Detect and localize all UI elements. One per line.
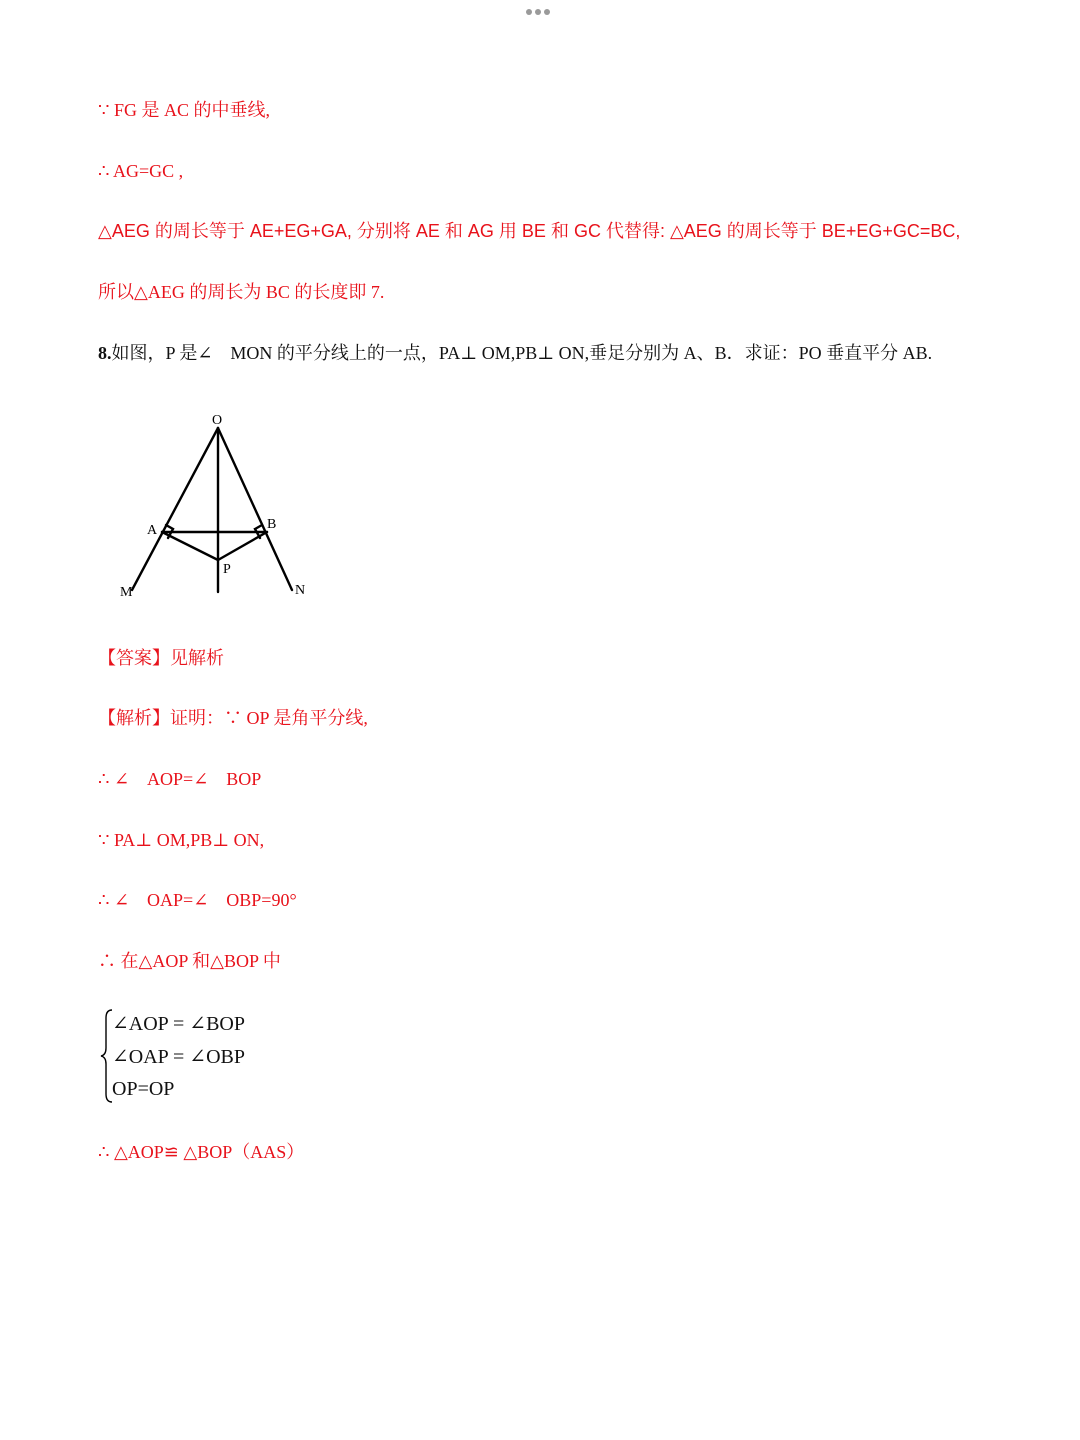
proof-step-4: ∴ 在△AOP 和△BOP 中: [98, 951, 281, 971]
proof-step-2: ∵ PA⊥ OM,PB⊥ ON,: [98, 830, 265, 850]
geometry-figure: [112, 408, 322, 603]
proof-step-1: ∴ ∠ AOP=∠ BOP: [98, 769, 262, 789]
ray-OM: [132, 428, 218, 590]
conclusion-line: ∴ △AOP≌ △BOP（AAS）: [98, 1142, 305, 1162]
question-number: 8.: [98, 343, 112, 363]
system-line-2: ∠OAP = ∠OBP: [112, 1045, 245, 1068]
label-O: O: [212, 413, 223, 428]
label-B: B: [267, 517, 277, 532]
more-dots-icon[interactable]: [526, 9, 550, 15]
question-8: [98, 342, 932, 364]
system-line-1: ∠AOP = ∠BOP: [112, 1013, 245, 1035]
system-lines: [112, 1008, 245, 1106]
proof-step-3: ∴ ∠ OAP=∠ OBP=90°: [98, 890, 297, 910]
label-P: P: [223, 562, 231, 577]
label-N: N: [295, 583, 306, 598]
congruence-system: [100, 1008, 320, 1104]
analysis-line: 【解析】证明：∵ OP 是角平分线,: [98, 708, 368, 728]
system-line-3: OP=OP: [112, 1078, 175, 1100]
label-A: A: [147, 523, 158, 538]
solution-line-1: ∵ FG 是 AC 的中垂线,: [98, 100, 270, 120]
solution-line-3: △AEG 的周长等于 AE+EG+GA, 分别将 AE 和 AG 用 BE 和 GC 代替得: △AEG 的周长等于 BE+EG+GC=BC,: [98, 221, 961, 241]
dot: [535, 9, 541, 15]
solution-line-4: 所以△AEG 的周长为 BC 的长度即 7.: [98, 282, 385, 302]
label-M: M: [120, 585, 133, 600]
question-text: 如图，P 是∠ MON 的平分线上的一点，PA⊥ OM,PB⊥ ON,垂足分别为 A、B．求证：PO 垂直平分 AB.: [111, 343, 933, 363]
segment-PA: [162, 532, 218, 560]
dot: [544, 9, 550, 15]
solution-line-2: ∴ AG=GC ,: [98, 161, 184, 181]
answer-line: 【答案】见解析: [98, 648, 224, 668]
dot: [526, 9, 532, 15]
